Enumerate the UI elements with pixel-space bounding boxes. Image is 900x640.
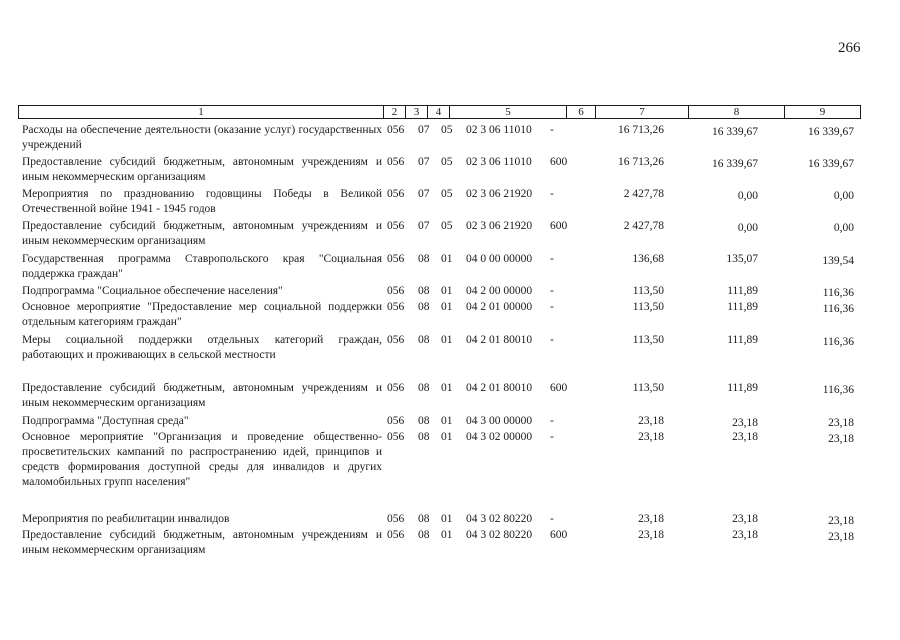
col-4: 01: [441, 285, 453, 297]
col-3: 08: [418, 415, 430, 427]
col-9: 0,00: [833, 190, 854, 202]
col-9: 139,54: [822, 255, 854, 267]
col-7: 113,50: [632, 382, 664, 394]
col-3: 08: [418, 431, 430, 443]
col-3: 07: [418, 124, 430, 136]
col-5: 04 0 00 00000: [466, 253, 533, 265]
col-9: 16 339,67: [808, 158, 854, 170]
col-8: 23,18: [732, 513, 758, 525]
row-name: Предоставление субсидий бюджетным, автономным учреждениям и иным некоммерческим организациям: [22, 382, 382, 409]
col-6: -: [550, 301, 554, 313]
col-7: 113,50: [632, 334, 664, 346]
col-2: 056: [387, 220, 405, 232]
row-name: Подпрограмма "Социальное обеспечение населения": [22, 285, 283, 297]
col-6: -: [550, 285, 554, 297]
col-3: 08: [418, 529, 430, 541]
col-2: 056: [387, 124, 405, 136]
col-6: -: [550, 188, 554, 200]
row-name: Предоставление субсидий бюджетным, автономным учреждениям и иным некоммерческим организациям: [22, 220, 382, 247]
col-2: 056: [387, 301, 405, 313]
page-number: 266: [838, 40, 861, 56]
col-2: 056: [387, 285, 405, 297]
col-5: 04 2 01 80010: [466, 382, 533, 394]
col-6: 600: [550, 382, 568, 394]
col-8: 135,07: [726, 253, 758, 265]
col-3: 08: [418, 513, 430, 525]
col-7: 2 427,78: [623, 220, 664, 232]
col-5: 02 3 06 11010: [466, 156, 532, 168]
col-7: 23,18: [638, 431, 664, 443]
col-8: 23,18: [732, 529, 758, 541]
col-5: 02 3 06 21920: [466, 188, 533, 200]
col-8: 111,89: [727, 382, 758, 394]
col-4: 01: [441, 529, 453, 541]
col-3: 07: [418, 188, 430, 200]
col-6: -: [550, 513, 554, 525]
header-col-3: 3: [406, 106, 428, 118]
col-6: -: [550, 334, 554, 346]
col-4: 01: [441, 253, 453, 265]
header-col-6: 6: [567, 106, 596, 118]
col-3: 07: [418, 220, 430, 232]
row-name: Предоставление субсидий бюджетным, автономным учреждениям и иным некоммерческим организациям: [22, 156, 382, 183]
col-2: 056: [387, 431, 405, 443]
row-name: Мероприятия по празднованию годовщины Победы в Великой Отечественной войне 1941 - 1945 годов: [22, 188, 382, 215]
col-4: 05: [441, 188, 453, 200]
col-3: 08: [418, 382, 430, 394]
row-name: Предоставление субсидий бюджетным, автономным учреждениям и иным некоммерческим организациям: [22, 529, 382, 556]
col-2: 056: [387, 382, 405, 394]
col-5: 02 3 06 21920: [466, 220, 533, 232]
col-5: 04 2 00 00000: [466, 285, 533, 297]
col-9: 16 339,67: [808, 126, 854, 138]
col-5: 02 3 06 11010: [466, 124, 532, 136]
col-9: 23,18: [828, 515, 854, 527]
col-9: 116,36: [822, 384, 854, 396]
col-7: 23,18: [638, 529, 664, 541]
col-2: 056: [387, 253, 405, 265]
col-7: 23,18: [638, 415, 664, 427]
col-4: 01: [441, 431, 453, 443]
col-9: 116,36: [822, 287, 854, 299]
header-col-2: 2: [384, 106, 406, 118]
col-4: 01: [441, 513, 453, 525]
row-name: Государственная программа Ставропольского края "Социальная поддержка граждан": [22, 253, 382, 280]
col-8: 0,00: [737, 190, 758, 202]
header-col-1: 1: [19, 106, 384, 118]
col-5: 04 3 02 00000: [466, 431, 533, 443]
col-3: 07: [418, 156, 430, 168]
col-8: 111,89: [727, 301, 758, 313]
col-4: 01: [441, 382, 453, 394]
col-6: -: [550, 124, 554, 136]
col-6: 600: [550, 529, 568, 541]
table-header: [18, 105, 861, 119]
col-8: 23,18: [732, 417, 758, 429]
col-6: -: [550, 431, 554, 443]
row-name: Меры социальной поддержки отдельных категорий граждан, работающих и проживающих в сельской местности: [22, 334, 382, 361]
col-2: 056: [387, 513, 405, 525]
col-7: 23,18: [638, 513, 664, 525]
col-5: 04 3 00 00000: [466, 415, 533, 427]
header-col-9: 9: [819, 106, 826, 118]
col-7: 16 713,26: [618, 156, 664, 168]
col-7: 113,50: [632, 301, 664, 313]
col-7: 136,68: [632, 253, 664, 265]
col-8: 23,18: [732, 431, 758, 443]
col-4: 05: [441, 124, 453, 136]
row-name: Подпрограмма "Доступная среда": [22, 415, 189, 427]
row-name: Основное мероприятие "Предоставление мер социальной поддержки отдельным категориям граждан": [22, 301, 382, 328]
col-4: 01: [441, 334, 453, 346]
col-8: 16 339,67: [712, 158, 758, 170]
header-col-7: 7: [596, 106, 689, 118]
col-8: 16 339,67: [712, 126, 758, 138]
row-name: Основное мероприятие "Организация и проведение общественно-просветительских кампаний по распространению идей, принципов и средств формирования доступной среды для инвалидов и других маломобильных групп населения": [22, 431, 382, 488]
col-2: 056: [387, 188, 405, 200]
col-2: 056: [387, 156, 405, 168]
col-2: 056: [387, 529, 405, 541]
col-7: 113,50: [632, 285, 664, 297]
col-9: 116,36: [822, 336, 854, 348]
col-9: 23,18: [828, 433, 854, 445]
col-9: 116,36: [822, 303, 854, 315]
col-3: 08: [418, 334, 430, 346]
col-4: 01: [441, 301, 453, 313]
col-5: 04 2 01 80010: [466, 334, 533, 346]
col-6: 600: [550, 156, 568, 168]
col-8: 111,89: [727, 334, 758, 346]
col-3: 08: [418, 253, 430, 265]
col-6: -: [550, 415, 554, 427]
col-5: 04 2 01 00000: [466, 301, 533, 313]
col-9: 23,18: [828, 417, 854, 429]
col-7: 2 427,78: [623, 188, 664, 200]
col-2: 056: [387, 415, 405, 427]
col-6: -: [550, 253, 554, 265]
row-name: Расходы на обеспечение деятельности (оказание услуг) государственных учреждений: [22, 124, 382, 151]
row-name: Мероприятия по реабилитации инвалидов: [22, 513, 230, 525]
col-6: 600: [550, 220, 568, 232]
col-4: 05: [441, 220, 453, 232]
col-3: 08: [418, 285, 430, 297]
col-5: 04 3 02 80220: [466, 513, 533, 525]
col-7: 16 713,26: [618, 124, 664, 136]
col-2: 056: [387, 334, 405, 346]
header-col-4: 4: [428, 106, 450, 118]
col-3: 08: [418, 301, 430, 313]
col-9: 0,00: [833, 222, 854, 234]
col-8: 111,89: [727, 285, 758, 297]
col-5: 04 3 02 80220: [466, 529, 533, 541]
header-col-5: 5: [450, 106, 567, 118]
col-4: 05: [441, 156, 453, 168]
col-4: 01: [441, 415, 453, 427]
header-col-8: 8: [689, 106, 785, 118]
col-9: 23,18: [828, 531, 854, 543]
col-8: 0,00: [737, 222, 758, 234]
